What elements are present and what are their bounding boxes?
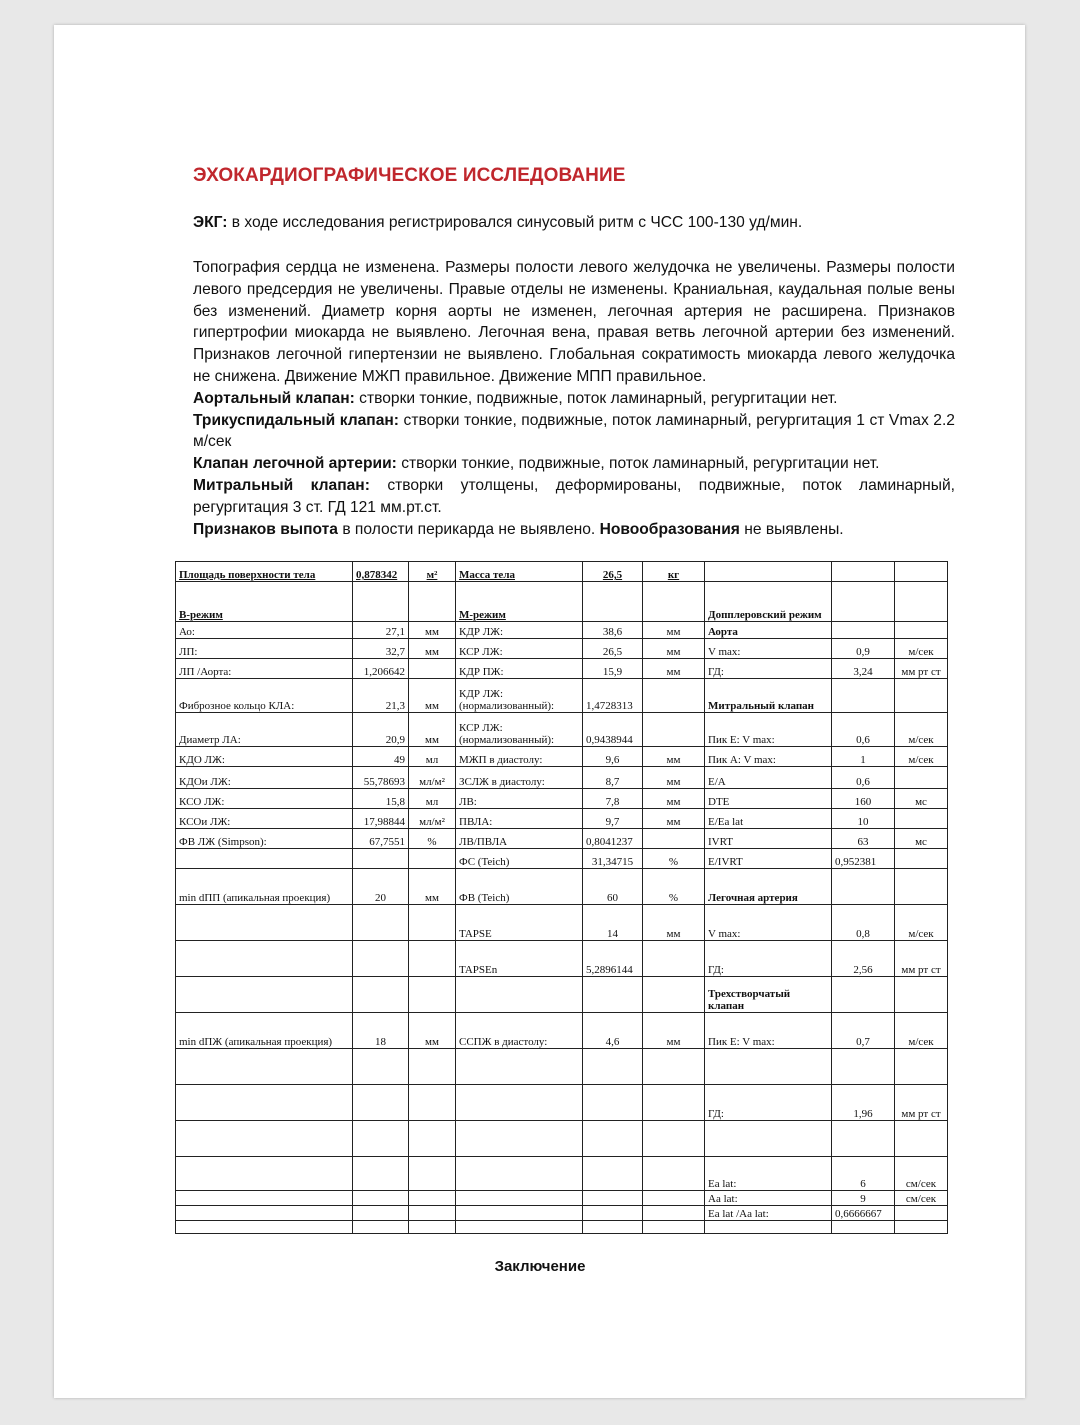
table-cell xyxy=(353,849,409,869)
table-cell xyxy=(895,622,948,639)
table-cell: 60 xyxy=(583,869,643,905)
table-cell xyxy=(409,1049,456,1085)
table-cell: Митральный клапан xyxy=(705,679,832,713)
table-row xyxy=(176,941,948,977)
table-cell: КСОи ЛЖ: xyxy=(176,809,353,829)
table-cell xyxy=(583,1191,643,1206)
table-cell xyxy=(176,905,353,941)
table-cell: Легочная артерия xyxy=(705,869,832,905)
table-cell: 17,98844 xyxy=(353,809,409,829)
table-cell xyxy=(353,1085,409,1121)
table-cell: 31,34715 xyxy=(583,849,643,869)
table-row xyxy=(176,789,948,809)
table-row xyxy=(176,1221,948,1234)
table-cell: 5,2896144 xyxy=(583,941,643,977)
table-cell xyxy=(895,809,948,829)
table-cell xyxy=(895,1206,948,1221)
table-cell xyxy=(456,1049,583,1085)
table-row xyxy=(176,659,948,679)
table-cell: мл xyxy=(409,789,456,809)
table-cell xyxy=(353,1206,409,1221)
table-cell: 7,8 xyxy=(583,789,643,809)
table-cell xyxy=(176,977,353,1013)
table-cell xyxy=(456,1206,583,1221)
table-cell: мм xyxy=(409,639,456,659)
aortic-valve-label: Аортальный клапан: xyxy=(193,389,355,407)
table-cell: 21,3 xyxy=(353,679,409,713)
document-title: ЭХОКАРДИОГРАФИЧЕСКОЕ ИССЛЕДОВАНИЕ xyxy=(193,165,626,186)
table-cell: ГД: xyxy=(705,941,832,977)
table-cell: мм xyxy=(643,622,705,639)
table-cell: мс xyxy=(895,829,948,849)
table-cell: мм xyxy=(643,639,705,659)
table-cell xyxy=(176,1121,353,1157)
table-cell xyxy=(832,1121,895,1157)
table-cell xyxy=(705,562,832,582)
table-cell xyxy=(409,905,456,941)
table-cell: 15,8 xyxy=(353,789,409,809)
table-row xyxy=(176,977,948,1013)
table-cell xyxy=(353,1121,409,1157)
table-cell: КДО ЛЖ: xyxy=(176,747,353,767)
effusion-text: в полости перикарда не выявлено. xyxy=(337,520,600,538)
table-cell: E/Ea lat xyxy=(705,809,832,829)
table-cell: мм xyxy=(643,905,705,941)
table-cell: КДР ЛЖ: xyxy=(456,622,583,639)
table-cell: 14 xyxy=(583,905,643,941)
table-cell: TAPSEn xyxy=(456,941,583,977)
table-cell xyxy=(456,1121,583,1157)
table-cell xyxy=(643,679,705,713)
table-cell: Площадь поверхности тела xyxy=(176,562,353,582)
table-cell: см/сек xyxy=(895,1191,948,1206)
table-cell xyxy=(895,1121,948,1157)
table-cell: 15,9 xyxy=(583,659,643,679)
table-cell xyxy=(409,1206,456,1221)
table-cell: мм xyxy=(643,767,705,789)
table-cell: мм xyxy=(643,1013,705,1049)
table-cell: мм xyxy=(643,659,705,679)
table-cell xyxy=(409,582,456,622)
table-cell: % xyxy=(409,829,456,849)
table-cell: Масса тела xyxy=(456,562,583,582)
table-cell xyxy=(643,1206,705,1221)
table-cell xyxy=(176,1157,353,1191)
table-cell: 0,9 xyxy=(832,639,895,659)
table-row xyxy=(176,1013,948,1049)
table-cell xyxy=(176,941,353,977)
table-cell: мм xyxy=(643,789,705,809)
table-cell: кг xyxy=(643,562,705,582)
table-cell xyxy=(583,1121,643,1157)
general-findings: Топография сердца не изменена. Размеры полости левого желудочка не увеличены. Размеры полости левого предсердия не увеличены. Правые отделы не изменены. Краниальная, каудальная полые вены без изменений. Диаметр корня аорты не изменен, легочная артерия не расширена. Признаков гипертрофии миокарда не выявлено. Легочная вена, правая ветвь легочной артерии без изменений. Признаков легочной гипертензии не выявлено. Глобальная сократимость миокарда левого желудочка не снижена. Движение МЖП правильное. Движение МПП правильное. xyxy=(193,259,955,385)
table-cell: 38,6 xyxy=(583,622,643,639)
table-cell: 9,7 xyxy=(583,809,643,829)
table-cell xyxy=(705,1049,832,1085)
table-cell: ЛВ: xyxy=(456,789,583,809)
table-cell: 2,56 xyxy=(832,941,895,977)
table-cell: 10 xyxy=(832,809,895,829)
table-cell xyxy=(176,1191,353,1206)
table-cell xyxy=(409,1157,456,1191)
table-cell: мм xyxy=(643,747,705,767)
table-cell: Пик A: V max: xyxy=(705,747,832,767)
table-cell: 63 xyxy=(832,829,895,849)
table-cell xyxy=(456,1157,583,1191)
table-cell: 3,24 xyxy=(832,659,895,679)
table-row xyxy=(176,622,948,639)
table-cell: Пик E: V max: xyxy=(705,713,832,747)
table-cell: 0,952381 xyxy=(832,849,895,869)
table-cell xyxy=(456,1191,583,1206)
table-cell: 0,6 xyxy=(832,767,895,789)
table-cell xyxy=(643,1157,705,1191)
table-cell: ФВ ЛЖ (Simpson): xyxy=(176,829,353,849)
table-cell: мм рт ст xyxy=(895,659,948,679)
table-cell: E/IVRT xyxy=(705,849,832,869)
table-row xyxy=(176,1191,948,1206)
table-row xyxy=(176,1049,948,1085)
effusion-label: Признаков выпота xyxy=(193,520,338,538)
table-row xyxy=(176,1121,948,1157)
table-cell xyxy=(895,977,948,1013)
table-cell: IVRT xyxy=(705,829,832,849)
table-cell xyxy=(409,977,456,1013)
table-cell: Aa lat: xyxy=(705,1191,832,1206)
table-cell: 1,206642 xyxy=(353,659,409,679)
table-cell xyxy=(583,1221,643,1234)
table-cell: 0,9438944 xyxy=(583,713,643,747)
table-cell xyxy=(643,582,705,622)
table-cell: Ea lat: xyxy=(705,1157,832,1191)
pulmonary-valve-line xyxy=(193,453,955,475)
table-cell: ССПЖ в диастолу: xyxy=(456,1013,583,1049)
tricuspid-valve-text: створки тонкие, подвижные, поток ламинарный, регургитация 1 ст Vmax 2.2 м/сек xyxy=(193,411,955,451)
table-cell: ЛВ/ПВЛА xyxy=(456,829,583,849)
table-cell xyxy=(353,1049,409,1085)
table-cell: см/сек xyxy=(895,1157,948,1191)
measurements-table xyxy=(175,561,948,1234)
table-cell xyxy=(832,582,895,622)
table-cell xyxy=(176,1085,353,1121)
table-cell xyxy=(176,849,353,869)
table-cell: мл xyxy=(409,747,456,767)
table-cell xyxy=(409,659,456,679)
table-cell: 0,878342 xyxy=(353,562,409,582)
table-cell: 67,7551 xyxy=(353,829,409,849)
table-cell: 4,6 xyxy=(583,1013,643,1049)
table-cell: КСО ЛЖ: xyxy=(176,789,353,809)
table-cell xyxy=(583,1085,643,1121)
table-cell: 26,5 xyxy=(583,639,643,659)
table-cell: Допплеровский режим xyxy=(705,582,832,622)
table-cell xyxy=(643,829,705,849)
table-cell: 0,8041237 xyxy=(583,829,643,849)
table-cell xyxy=(409,849,456,869)
table-cell xyxy=(643,1085,705,1121)
table-cell xyxy=(583,1206,643,1221)
mitral-valve-line xyxy=(193,475,955,519)
table-cell: Трехстворчатый клапан xyxy=(705,977,832,1013)
table-cell: ГД: xyxy=(705,659,832,679)
table-cell xyxy=(832,1221,895,1234)
table-cell: ФС (Teich) xyxy=(456,849,583,869)
table-cell: 49 xyxy=(353,747,409,767)
table-cell xyxy=(409,1121,456,1157)
table-cell xyxy=(832,562,895,582)
table-cell: КСР ЛЖ: (нормализованный): xyxy=(456,713,583,747)
table-cell: % xyxy=(643,849,705,869)
table-cell xyxy=(643,941,705,977)
table-cell: 20,9 xyxy=(353,713,409,747)
table-row xyxy=(176,562,948,582)
table-cell: 6 xyxy=(832,1157,895,1191)
table-cell xyxy=(353,1157,409,1191)
table-cell: 1,96 xyxy=(832,1085,895,1121)
table-cell xyxy=(583,977,643,1013)
table-row xyxy=(176,582,948,622)
conclusion-heading: Заключение xyxy=(494,1258,586,1275)
table-cell: 9 xyxy=(832,1191,895,1206)
table-cell: м/сек xyxy=(895,747,948,767)
table-cell: КДОи ЛЖ: xyxy=(176,767,353,789)
table-cell xyxy=(643,1191,705,1206)
table-cell xyxy=(895,679,948,713)
ekg-text: в ходе исследования регистрировался синусовый ритм с ЧСС 100-130 уд/мин. xyxy=(227,214,803,231)
table-row xyxy=(176,869,948,905)
table-cell: мл/м² xyxy=(409,809,456,829)
table-cell: мм рт ст xyxy=(895,941,948,977)
table-cell: В-режим xyxy=(176,582,353,622)
table-cell: Ea lat /Aa lat: xyxy=(705,1206,832,1221)
table-cell xyxy=(583,1049,643,1085)
table-cell: мм xyxy=(409,622,456,639)
table-cell: ЛП /Аорта: xyxy=(176,659,353,679)
table-cell: КДР ПЖ: xyxy=(456,659,583,679)
table-cell: 0,7 xyxy=(832,1013,895,1049)
table-cell: ФВ (Teich) xyxy=(456,869,583,905)
table-row xyxy=(176,809,948,829)
neoplasm-label: Новообразования xyxy=(599,520,740,538)
table-cell xyxy=(895,1049,948,1085)
pulmonary-valve-label: Клапан легочной артерии: xyxy=(193,455,397,473)
table-cell xyxy=(409,1085,456,1121)
table-cell: Аорта xyxy=(705,622,832,639)
table-cell: min dПП (апикальная проекция) xyxy=(176,869,353,905)
table-cell: м/сек xyxy=(895,639,948,659)
table-cell: 20 xyxy=(353,869,409,905)
table-cell: V max: xyxy=(705,639,832,659)
table-row xyxy=(176,849,948,869)
table-cell xyxy=(895,849,948,869)
table-cell: ЛП: xyxy=(176,639,353,659)
table-cell xyxy=(409,941,456,977)
tricuspid-valve-label: Трикуспидальный клапан: xyxy=(193,411,399,429)
neoplasm-text: не выявлены. xyxy=(739,520,844,538)
table-cell: м/сек xyxy=(895,1013,948,1049)
table-cell xyxy=(832,1049,895,1085)
pulmonary-valve-text: створки тонкие, подвижные, поток ламинарный, регургитации нет. xyxy=(396,455,880,473)
table-cell: МЖП в диастолу: xyxy=(456,747,583,767)
table-cell: мм xyxy=(409,869,456,905)
table-cell: м² xyxy=(409,562,456,582)
table-cell: Диаметр ЛА: xyxy=(176,713,353,747)
table-row xyxy=(176,1085,948,1121)
table-cell: ЗСЛЖ в диастолу: xyxy=(456,767,583,789)
findings-text xyxy=(193,257,955,540)
table-row xyxy=(176,1206,948,1221)
table-cell xyxy=(456,977,583,1013)
table-cell: м/сек xyxy=(895,713,948,747)
table-cell: мм рт ст xyxy=(895,1085,948,1121)
table-cell: 160 xyxy=(832,789,895,809)
table-cell: мл/м² xyxy=(409,767,456,789)
table-cell xyxy=(409,1191,456,1206)
table-cell: 8,7 xyxy=(583,767,643,789)
table-cell xyxy=(705,1121,832,1157)
table-cell: 0,8 xyxy=(832,905,895,941)
table-cell xyxy=(353,582,409,622)
table-cell: мс xyxy=(895,789,948,809)
table-cell xyxy=(353,1221,409,1234)
table-cell: TAPSE xyxy=(456,905,583,941)
table-cell xyxy=(832,622,895,639)
table-cell: Ао: xyxy=(176,622,353,639)
table-cell: КДР ЛЖ: (нормализованный): xyxy=(456,679,583,713)
table-cell xyxy=(643,977,705,1013)
table-cell xyxy=(456,1085,583,1121)
table-cell: E/A xyxy=(705,767,832,789)
tricuspid-valve-line xyxy=(193,410,955,454)
table-cell xyxy=(176,1049,353,1085)
table-cell xyxy=(895,1221,948,1234)
table-cell: Пик E: V max: xyxy=(705,1013,832,1049)
table-cell: 26,5 xyxy=(583,562,643,582)
table-cell: КСР ЛЖ: xyxy=(456,639,583,659)
table-cell: мм xyxy=(409,679,456,713)
table-cell xyxy=(643,713,705,747)
table-cell: 1 xyxy=(832,747,895,767)
table-row xyxy=(176,713,948,747)
table-cell: М-режим xyxy=(456,582,583,622)
table-cell: мм xyxy=(643,809,705,829)
table-row xyxy=(176,767,948,789)
table-cell xyxy=(176,1206,353,1221)
table-cell xyxy=(583,582,643,622)
table-row xyxy=(176,679,948,713)
table-cell: 1,4728313 xyxy=(583,679,643,713)
ekg-paragraph xyxy=(193,212,955,234)
table-row xyxy=(176,829,948,849)
table-cell: 0,6 xyxy=(832,713,895,747)
table-cell: м/сек xyxy=(895,905,948,941)
table-cell xyxy=(832,679,895,713)
table-cell xyxy=(353,905,409,941)
aortic-valve-text: створки тонкие, подвижные, поток ламинарный, регургитации нет. xyxy=(354,389,838,407)
table-cell xyxy=(895,869,948,905)
table-cell: 0,6666667 xyxy=(832,1206,895,1221)
table-cell xyxy=(705,1221,832,1234)
table-cell: min dПЖ (апикальная проекция) xyxy=(176,1013,353,1049)
table-cell: 32,7 xyxy=(353,639,409,659)
table-cell: V max: xyxy=(705,905,832,941)
table-row xyxy=(176,1157,948,1191)
table-cell xyxy=(895,767,948,789)
table-cell xyxy=(643,1049,705,1085)
table-cell: % xyxy=(643,869,705,905)
aortic-valve-line xyxy=(193,388,955,410)
table-cell: 9,6 xyxy=(583,747,643,767)
table-row xyxy=(176,905,948,941)
table-cell xyxy=(832,869,895,905)
table-cell: Фиброзное кольцо КЛА: xyxy=(176,679,353,713)
table-cell xyxy=(643,1221,705,1234)
table-cell: DTE xyxy=(705,789,832,809)
table-cell: 18 xyxy=(353,1013,409,1049)
table-cell xyxy=(456,1221,583,1234)
table-cell xyxy=(583,1157,643,1191)
table-cell xyxy=(643,1121,705,1157)
effusion-line xyxy=(193,519,955,541)
ekg-label: ЭКГ: xyxy=(193,214,228,231)
table-cell xyxy=(353,1191,409,1206)
table-cell: 55,78693 xyxy=(353,767,409,789)
table-row xyxy=(176,747,948,767)
table-cell xyxy=(176,1221,353,1234)
mitral-valve-label: Митральный клапан: xyxy=(193,476,370,494)
table-cell xyxy=(353,941,409,977)
table-row xyxy=(176,639,948,659)
table-cell: ГД: xyxy=(705,1085,832,1121)
table-cell xyxy=(353,977,409,1013)
table-cell: мм xyxy=(409,713,456,747)
table-cell xyxy=(832,977,895,1013)
document-page xyxy=(54,25,1025,1398)
table-cell xyxy=(895,562,948,582)
table-cell xyxy=(895,582,948,622)
table-cell: мм xyxy=(409,1013,456,1049)
table-cell: 27,1 xyxy=(353,622,409,639)
table-cell xyxy=(409,1221,456,1234)
table-cell: ПВЛА: xyxy=(456,809,583,829)
mitral-valve-text: створки утолщены, деформированы, подвижные, поток ламинарный, регургитация 3 ст. ГД 121 мм.рт.ст. xyxy=(193,476,955,516)
